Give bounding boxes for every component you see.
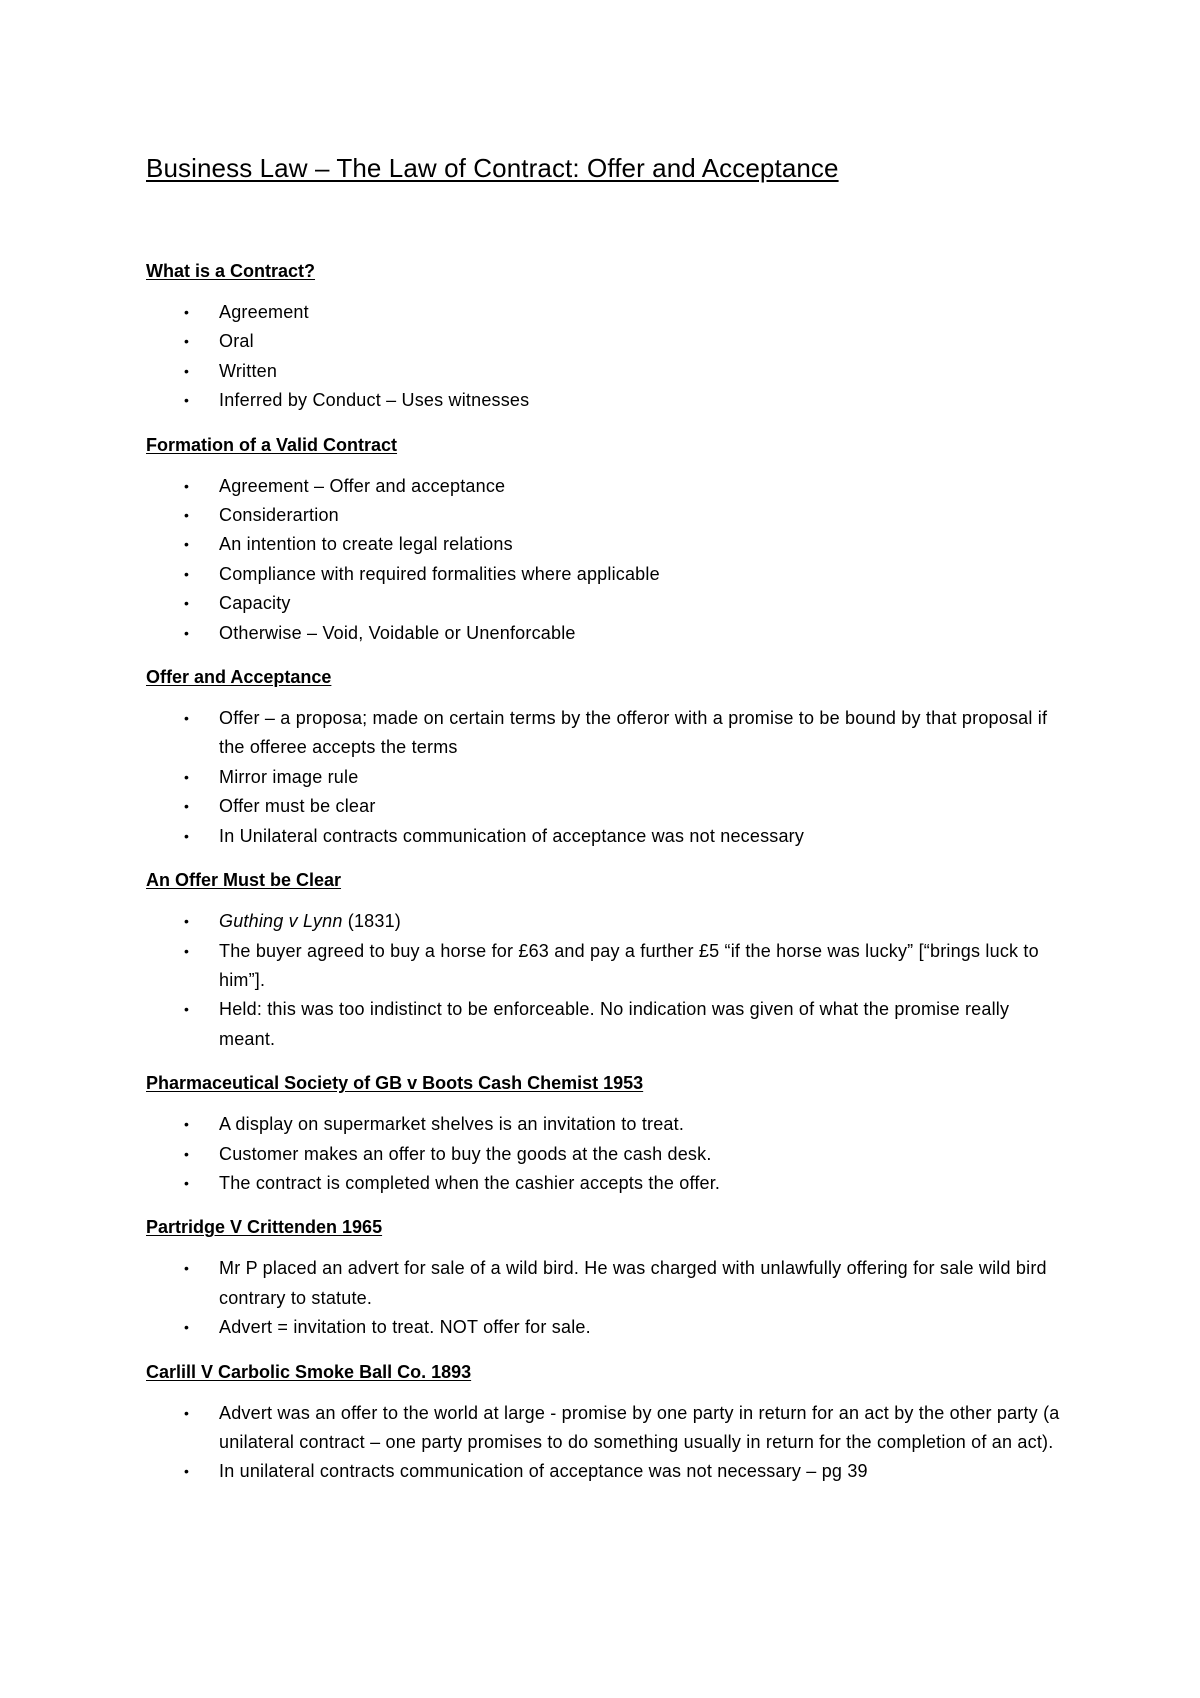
bullet-icon: • bbox=[184, 507, 190, 524]
section-offer-must-be-clear bbox=[146, 867, 1066, 1054]
bullet-list bbox=[146, 907, 1066, 1054]
list-item: • In unilateral contracts communication of acceptance was not necessary – pg 39 bbox=[146, 1457, 1066, 1486]
bullet-icon: • bbox=[184, 392, 190, 409]
section-heading: An Offer Must be Clear bbox=[146, 870, 342, 891]
list-item: • The contract is completed when the cashier accepts the offer. bbox=[146, 1169, 1066, 1198]
list-item: • Customer makes an offer to buy the goods at the cash desk. bbox=[146, 1140, 1066, 1169]
section-heading: Formation of a Valid Contract bbox=[146, 434, 398, 455]
bullet-icon: • bbox=[184, 798, 190, 815]
list-item: • Agreement – Offer and acceptance bbox=[146, 472, 1066, 501]
list-item: • Mr P placed an advert for sale of a wild bird. He was charged with unlawfully offering for sale wild bird contrary to statute. bbox=[146, 1254, 1066, 1313]
list-item: • Inferred by Conduct – Uses witnesses bbox=[146, 386, 1066, 415]
list-item: • Written bbox=[146, 357, 1066, 386]
list-item: • Oral bbox=[146, 327, 1066, 356]
section-partridge-case bbox=[146, 1214, 1066, 1342]
list-item: • Considerartion bbox=[146, 501, 1066, 530]
section-heading: Carlill V Carbolic Smoke Ball Co. 1893 bbox=[146, 1361, 472, 1382]
list-item: • Offer must be clear bbox=[146, 792, 1066, 821]
document-page bbox=[146, 150, 1066, 1503]
list-item: • Compliance with required formalities where applicable bbox=[146, 560, 1066, 589]
case-name: Guthing v Lynn bbox=[219, 911, 343, 932]
section-boots-case bbox=[146, 1070, 1066, 1198]
section-what-is-a-contract bbox=[146, 258, 1066, 416]
bullet-icon: • bbox=[184, 768, 190, 785]
bullet-icon: • bbox=[184, 624, 190, 641]
bullet-icon: • bbox=[184, 536, 190, 553]
list-item: • Advert = invitation to treat. NOT offer for sale. bbox=[146, 1313, 1066, 1342]
bullet-icon: • bbox=[184, 333, 190, 350]
bullet-list bbox=[146, 704, 1066, 851]
bullet-list bbox=[146, 472, 1066, 648]
list-item: • A display on supermarket shelves is an invitation to treat. bbox=[146, 1110, 1066, 1139]
list-item: • Offer – a proposa; made on certain terms by the offeror with a promise to be bound by that proposal if the offeree accepts the terms bbox=[146, 704, 1066, 763]
page-title: Business Law – The Law of Contract: Offer and Acceptance bbox=[146, 153, 839, 183]
bullet-icon: • bbox=[184, 827, 190, 844]
bullet-icon: • bbox=[184, 1174, 190, 1191]
list-item: • Capacity bbox=[146, 589, 1066, 618]
bullet-icon: • bbox=[184, 1260, 190, 1277]
bullet-icon: • bbox=[184, 1001, 190, 1018]
section-formation-of-valid-contract bbox=[146, 432, 1066, 648]
case-year: (1831) bbox=[342, 911, 401, 932]
list-item bbox=[146, 907, 1066, 936]
bullet-icon: • bbox=[184, 304, 190, 320]
bullet-icon: • bbox=[184, 1463, 190, 1480]
list-item: • Mirror image rule bbox=[146, 763, 1066, 792]
list-item: • Agreement bbox=[146, 298, 1066, 327]
bullet-list bbox=[146, 1110, 1066, 1198]
list-item: • Held: this was too indistinct to be enforceable. No indication was given of what the promise really meant. bbox=[146, 995, 1066, 1054]
list-item: • Advert was an offer to the world at large - promise by one party in return for an act by the other party (a unilateral contract – one party promises to do something usually in return for the completion of an act). bbox=[146, 1399, 1066, 1458]
bullet-icon: • bbox=[184, 1116, 190, 1133]
bullet-icon: • bbox=[184, 565, 190, 582]
bullet-icon: • bbox=[184, 942, 190, 959]
bullet-icon: • bbox=[184, 1145, 190, 1162]
list-item: • In Unilateral contracts communication of acceptance was not necessary bbox=[146, 822, 1066, 851]
list-item: • Otherwise – Void, Voidable or Unenforcable bbox=[146, 619, 1066, 648]
bullet-icon: • bbox=[184, 710, 190, 727]
bullet-icon: • bbox=[184, 477, 190, 494]
bullet-list bbox=[146, 1399, 1066, 1487]
bullet-icon: • bbox=[184, 1319, 190, 1336]
bullet-list bbox=[146, 298, 1066, 416]
bullet-icon: • bbox=[184, 362, 190, 379]
section-heading: Offer and Acceptance bbox=[146, 667, 332, 688]
bullet-icon: • bbox=[184, 913, 190, 930]
section-carlill-case bbox=[146, 1359, 1066, 1487]
bullet-list bbox=[146, 1254, 1066, 1342]
list-item: • An intention to create legal relations bbox=[146, 530, 1066, 559]
section-heading: Pharmaceutical Society of GB v Boots Cash Chemist 1953 bbox=[146, 1073, 644, 1094]
section-offer-and-acceptance bbox=[146, 664, 1066, 851]
bullet-icon: • bbox=[184, 595, 190, 612]
list-item: • The buyer agreed to buy a horse for £63 and pay a further £5 “if the horse was lucky” [“brings luck to him”]. bbox=[146, 937, 1066, 996]
bullet-icon: • bbox=[184, 1404, 190, 1421]
section-heading: Partridge V Crittenden 1965 bbox=[146, 1217, 383, 1238]
section-heading: What is a Contract? bbox=[146, 261, 316, 281]
